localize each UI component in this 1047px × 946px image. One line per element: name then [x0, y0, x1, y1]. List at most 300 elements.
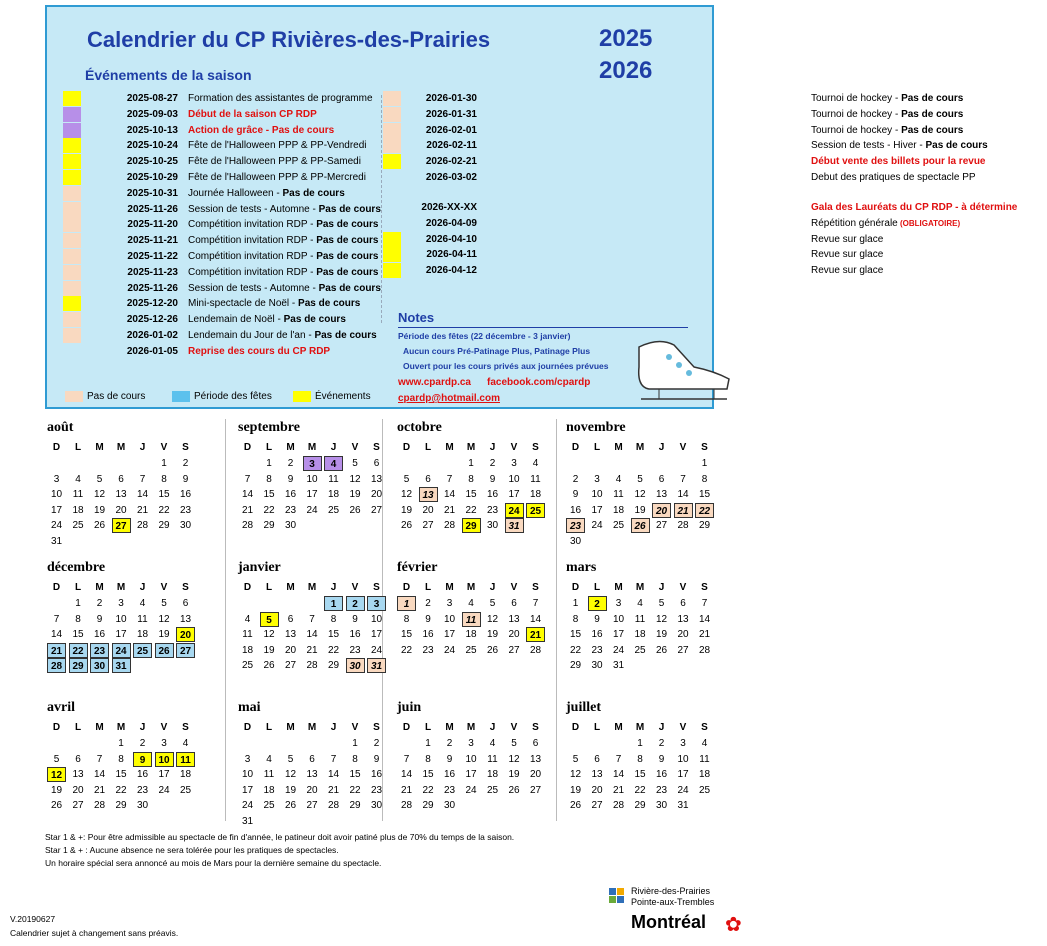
weekday-header: M [614, 582, 623, 593]
day-cell: 31 [505, 518, 524, 533]
day-cell: 6 [182, 598, 189, 609]
day-cell: 10 [677, 753, 689, 765]
weekday-header: L [593, 722, 601, 733]
day-cell: 5 [658, 598, 665, 609]
weekday-header: V [510, 722, 518, 733]
day-cell: 22 [634, 784, 646, 796]
day-cell: 24 [505, 503, 524, 518]
day-cell: 25 [486, 784, 499, 796]
event-text: Tournoi de hockey - Pas de cours [811, 124, 964, 136]
weekday-header: J [489, 582, 496, 593]
day-cell: 11 [328, 473, 339, 485]
day-cell: 6 [287, 613, 294, 625]
day-cell: 1 [397, 596, 416, 611]
day-cell: 10 [591, 489, 603, 500]
event-date: 2025-11-21 [127, 235, 178, 247]
event-text: Répétition générale (OBLIGATOIRE) [811, 217, 961, 229]
day-cell: 27 [591, 800, 603, 811]
weekday-header: L [265, 722, 273, 733]
day-cell: 16 [179, 489, 192, 500]
day-cell: 11 [462, 612, 481, 627]
day-cell: 6 [594, 753, 600, 765]
month-name: juin [397, 700, 422, 715]
weekday-header: V [510, 582, 518, 593]
event-date: 2026-04-11 [426, 249, 477, 261]
day-cell: 26 [631, 518, 650, 533]
event-date: 2026-01-05 [126, 345, 178, 357]
month-calendar [238, 700, 398, 830]
day-cell: 24 [241, 800, 254, 811]
day-cell: 18 [486, 769, 499, 780]
day-cell: 14 [93, 769, 106, 780]
event-date: 2026-04-12 [425, 265, 477, 277]
day-cell: 25 [465, 644, 477, 656]
month-name: août [47, 420, 74, 435]
logo-line1: Rivière-des-Prairies [631, 886, 711, 896]
day-cell: 4 [468, 598, 474, 609]
day-cell: 11 [263, 769, 275, 780]
weekday-header: M [635, 582, 645, 593]
day-cell: 20 [677, 629, 689, 640]
day-cell: 12 [569, 769, 582, 780]
weekday-header: L [593, 582, 601, 593]
day-cell: 15 [158, 489, 170, 500]
event-row [383, 107, 1047, 122]
day-cell: 22 [263, 504, 275, 516]
day-cell: 15 [263, 489, 275, 500]
no-class-label: Pas de cours [316, 251, 379, 262]
day-cell: 21 [674, 503, 693, 518]
day-cell: 1 [324, 596, 343, 611]
day-cell: 26 [400, 520, 413, 531]
day-cell: 20 [72, 784, 84, 796]
event-color-marker [383, 216, 401, 231]
day-cell: 29 [115, 800, 127, 811]
day-cell: 6 [532, 738, 539, 749]
legend-swatch [172, 391, 190, 402]
weekday-header: J [330, 442, 337, 453]
event-text: Fête de l'Halloween PPP & PP-Vendredi [188, 140, 367, 152]
month-calendar [566, 560, 726, 690]
email-link[interactable]: cpardp@hotmail.com [398, 393, 500, 404]
day-cell: 23 [443, 784, 456, 796]
day-cell: 23 [349, 644, 361, 656]
event-row [63, 328, 388, 343]
day-cell: 8 [572, 613, 579, 625]
weekday-header: M [466, 582, 476, 593]
day-cell: 25 [241, 660, 254, 671]
weekday-header: M [635, 722, 645, 733]
day-cell: 15 [327, 629, 340, 640]
weekday-header: S [373, 582, 380, 593]
event-color-marker [63, 107, 81, 122]
event-color-marker [63, 202, 81, 217]
month-calendar [397, 420, 557, 550]
day-cell: 8 [266, 473, 272, 485]
day-cell: 27 [176, 643, 195, 658]
day-cell: 18 [241, 644, 254, 656]
day-cell: 3 [53, 473, 60, 485]
day-cell: 31 [612, 660, 625, 671]
day-cell: 20 [422, 504, 434, 516]
day-cell: 30 [179, 520, 192, 531]
day-cell: 16 [655, 769, 668, 780]
day-cell: 2 [572, 473, 579, 485]
day-cell: 4 [532, 458, 539, 469]
event-row [63, 296, 388, 311]
weekday-header: J [489, 442, 496, 453]
day-cell: 7 [96, 753, 103, 765]
event-text: Fête de l'Halloween PPP & PP-Samedi [188, 156, 361, 168]
event-row [383, 263, 1047, 278]
day-cell: 15 [698, 489, 711, 500]
day-cell: 17 [115, 629, 127, 640]
day-cell: 4 [637, 598, 643, 609]
event-date: 2026-01-31 [425, 108, 477, 120]
weekday-header: M [614, 442, 623, 453]
day-cell: 9 [96, 613, 103, 625]
day-cell: 2 [96, 598, 103, 609]
day-cell: 7 [701, 598, 708, 609]
day-cell: 20 [306, 784, 318, 796]
day-cell: 29 [634, 800, 646, 811]
day-cell: 13 [677, 613, 689, 625]
day-cell: 28 [677, 520, 689, 531]
day-cell: 30 [486, 520, 499, 531]
day-cell: 19 [400, 504, 413, 516]
day-cell: 3 [303, 456, 322, 471]
event-date: 2026-XX-XX [421, 202, 477, 213]
day-cell: 24 [465, 784, 477, 796]
day-cell: 23 [370, 784, 383, 796]
day-cell: 6 [373, 458, 380, 469]
day-cell: 28 [443, 520, 456, 531]
day-cell: 30 [284, 520, 297, 531]
event-row [63, 91, 388, 106]
weekday-header: D [402, 722, 411, 733]
no-class-label: Pas de cours [283, 314, 346, 326]
day-cell: 22 [158, 504, 170, 516]
event-color-marker [383, 107, 401, 122]
weekday-header: D [243, 722, 252, 733]
day-cell: 5 [53, 753, 60, 765]
day-cell: 26 [655, 644, 668, 656]
weekday-header: D [243, 582, 252, 593]
day-cell: 31 [50, 535, 63, 547]
no-class-label: Pas de cours [901, 124, 964, 136]
day-cell: 29 [69, 658, 88, 673]
day-cell: 30 [443, 800, 456, 811]
event-color-marker [63, 281, 81, 296]
weekday-header: M [445, 722, 454, 733]
weekday-header: L [424, 442, 432, 453]
event-date: 2026-01-02 [126, 330, 178, 341]
weekday-header: M [286, 582, 295, 593]
no-class-label: Pas de cours [314, 330, 377, 341]
event-text: Revue sur glace [811, 249, 884, 261]
day-cell: 28 [529, 644, 542, 656]
day-cell: 10 [50, 489, 63, 500]
events-panel [45, 5, 1018, 409]
weekday-header: S [182, 582, 189, 593]
day-cell: 26 [93, 520, 106, 531]
event-color-marker [63, 154, 81, 169]
day-cell: 17 [591, 504, 603, 516]
day-cell: 25 [179, 784, 192, 796]
legend-evenements [293, 391, 371, 403]
day-cell: 3 [511, 458, 517, 469]
month-name: novembre [566, 420, 626, 435]
day-cell: 31 [367, 658, 386, 673]
event-row [63, 312, 388, 327]
day-cell: 26 [155, 643, 174, 658]
weekday-header: M [307, 582, 317, 593]
day-cell: 20 [529, 769, 542, 780]
day-cell: 16 [422, 629, 434, 640]
day-cell: 22 [327, 644, 340, 656]
day-cell: 3 [680, 738, 686, 749]
event-date: 2025-10-29 [126, 172, 178, 183]
event-date: 2025-11-26 [127, 203, 178, 215]
day-cell: 7 [680, 473, 686, 485]
day-cell: 8 [403, 613, 410, 625]
day-cell: 31 [241, 815, 254, 827]
day-cell: 29 [349, 800, 361, 811]
weekday-header: M [445, 442, 454, 453]
day-cell: 25 [263, 800, 275, 811]
day-cell: 14 [50, 629, 63, 640]
day-cell: 3 [118, 598, 124, 609]
day-cell: 18 [72, 504, 84, 516]
legend-swatch [293, 391, 311, 402]
weekday-header: V [679, 722, 687, 733]
no-class-label: Pas de cours [316, 266, 379, 278]
day-cell: 12 [508, 753, 520, 765]
event-row [63, 138, 388, 153]
day-cell: 14 [677, 489, 689, 500]
day-cell: 5 [287, 753, 294, 765]
day-cell: 21 [612, 784, 625, 796]
weekday-header: V [510, 442, 518, 453]
day-cell: 3 [161, 738, 167, 749]
month-calendar [566, 420, 726, 550]
day-cell: 1 [468, 458, 474, 469]
day-cell: 14 [443, 489, 456, 500]
event-row [383, 247, 1047, 262]
day-cell: 19 [158, 629, 170, 640]
day-cell: 9 [182, 473, 189, 485]
weekday-header: V [351, 442, 359, 453]
day-cell: 3 [244, 753, 251, 765]
day-cell: 15 [465, 489, 477, 500]
weekday-header: M [116, 722, 126, 733]
event-text: Reprise des cours du CP RDP [188, 345, 331, 357]
day-cell: 27 [306, 800, 318, 811]
day-cell: 17 [158, 769, 170, 780]
weekday-header: S [701, 442, 708, 453]
day-cell: 18 [698, 769, 711, 780]
footer-note: Star 1 & +: Pour être admissible au spectacle de fin d'année, le patineur doit avoir patiné plus de 70% du temps de la saison. [45, 832, 515, 842]
day-cell: 14 [529, 613, 542, 625]
facebook-link[interactable]: facebook.com/cpardp [487, 377, 591, 388]
day-cell: 20 [508, 629, 520, 640]
day-cell: 5 [572, 753, 579, 765]
day-cell: 8 [75, 613, 81, 625]
day-cell: 27 [655, 520, 668, 531]
day-cell: 10 [465, 753, 477, 765]
month-name: décembre [47, 560, 106, 575]
disclaimer: Calendrier sujet à changement sans préavis. [10, 928, 179, 938]
day-cell: 11 [72, 489, 84, 500]
day-cell: 20 [370, 489, 383, 500]
event-row [63, 233, 388, 248]
event-row [63, 107, 388, 122]
footer-note: Un horaire spécial sera annoncé au mois de Mars pour la dernière semaine du spectacle. [45, 858, 382, 868]
footer-note: Star 1 & + : Aucune absence ne sera tolérée pour les pratiques de spectacles. [45, 845, 339, 855]
day-cell: 2 [139, 738, 146, 749]
notes-title: Notes [398, 310, 435, 325]
day-cell: 27 [422, 520, 434, 531]
no-class-label: Pas de cours [318, 282, 381, 294]
month-calendar [47, 700, 207, 830]
event-text: Session de tests - Hiver - Pas de cours [811, 140, 988, 152]
day-cell: 26 [349, 504, 361, 516]
event-date: 2025-10-31 [126, 187, 178, 199]
day-cell: 17 [370, 629, 383, 640]
no-class-label: Pas de cours [316, 219, 379, 231]
day-cell: 18 [136, 629, 149, 640]
day-cell: 19 [263, 644, 275, 656]
day-cell: 15 [400, 629, 413, 640]
weekday-header: V [160, 582, 168, 593]
website-link[interactable]: www.cpardp.ca [398, 377, 471, 388]
day-cell: 18 [263, 784, 275, 796]
day-cell: 27 [112, 518, 131, 533]
day-cell: 28 [136, 520, 149, 531]
day-cell: 2 [373, 738, 380, 749]
weekday-header: M [286, 722, 295, 733]
day-cell: 19 [486, 629, 499, 640]
borough-icon [609, 888, 625, 904]
day-cell: 7 [403, 753, 410, 765]
day-cell: 9 [352, 613, 358, 625]
day-cell: 13 [306, 769, 318, 780]
day-cell: 4 [139, 598, 146, 609]
day-cell: 4 [266, 753, 272, 765]
event-date: 2026-04-10 [425, 233, 477, 245]
event-date: 2025-12-20 [126, 298, 178, 310]
weekday-header: V [160, 722, 168, 733]
day-cell: 27 [72, 800, 84, 811]
event-color-marker [383, 247, 401, 262]
day-cell: 17 [612, 629, 625, 640]
day-cell: 18 [634, 629, 646, 640]
day-cell: 25 [72, 520, 84, 531]
event-row [383, 216, 1047, 231]
day-cell: 10 [115, 613, 127, 625]
day-cell: 4 [489, 738, 496, 749]
event-color-marker [63, 186, 81, 201]
day-cell: 22 [465, 504, 477, 516]
day-cell: 1 [701, 458, 708, 469]
day-cell: 21 [93, 784, 106, 796]
day-cell: 13 [419, 487, 438, 502]
event-text: Debut des pratiques de spectacle PP [811, 172, 976, 183]
day-cell: 20 [284, 644, 297, 656]
event-text: Mini-spectacle de Noël - Pas de cours [188, 298, 361, 310]
day-cell: 5 [260, 612, 279, 627]
day-cell: 20 [176, 627, 195, 642]
day-cell: 23 [422, 644, 434, 656]
mandatory-label: (OBLIGATOIRE) [897, 218, 961, 228]
day-cell: 2 [182, 458, 189, 469]
day-cell: 9 [425, 613, 431, 625]
day-cell: 28 [306, 660, 318, 671]
event-date: 2025-08-27 [126, 93, 178, 104]
month-name: janvier [238, 560, 281, 575]
day-cell: 16 [136, 769, 149, 780]
event-row [63, 344, 388, 359]
day-cell: 4 [324, 456, 343, 471]
day-cell: 6 [511, 598, 517, 609]
day-cell: 27 [677, 644, 689, 656]
day-cell: 11 [613, 489, 624, 500]
event-date: 2026-02-21 [425, 156, 477, 168]
day-cell: 16 [486, 489, 499, 500]
day-cell: 16 [443, 769, 456, 780]
day-cell: 30 [346, 658, 365, 673]
day-cell: 19 [655, 629, 668, 640]
day-cell: 22 [400, 644, 413, 656]
day-cell: 24 [370, 644, 383, 656]
day-cell: 2 [346, 596, 365, 611]
weekday-header: S [182, 442, 189, 453]
day-cell: 2 [287, 458, 294, 469]
day-cell: 26 [284, 800, 297, 811]
calendar-divider [225, 419, 226, 821]
day-cell: 7 [532, 598, 539, 609]
day-cell: 12 [634, 489, 646, 500]
month-name: mai [238, 700, 261, 715]
event-text: Début vente des billets pour la revue [811, 156, 986, 168]
weekday-header: M [466, 442, 476, 453]
day-cell: 6 [118, 473, 124, 485]
day-cell: 23 [136, 784, 149, 796]
day-cell: 25 [526, 503, 545, 518]
day-cell: 8 [161, 473, 167, 485]
weekday-header: S [532, 582, 539, 593]
day-cell: 2 [489, 458, 496, 469]
weekday-header: V [351, 722, 359, 733]
weekday-header: J [139, 442, 146, 453]
day-cell: 8 [637, 753, 643, 765]
weekday-header: L [593, 442, 601, 453]
day-cell: 30 [655, 800, 668, 811]
day-cell: 10 [306, 473, 318, 485]
weekday-header: M [95, 722, 104, 733]
day-cell: 30 [569, 535, 582, 547]
day-cell: 26 [263, 660, 275, 671]
weekday-header: D [243, 442, 252, 453]
event-text: Action de grâce - Pas de cours [188, 124, 335, 136]
day-cell: 29 [569, 660, 582, 671]
weekday-header: L [74, 582, 82, 593]
no-class-label: Pas de cours [901, 108, 964, 120]
day-cell: 13 [115, 489, 127, 500]
event-row [383, 170, 1047, 185]
day-cell: 3 [446, 598, 453, 609]
day-cell: 4 [75, 473, 81, 485]
